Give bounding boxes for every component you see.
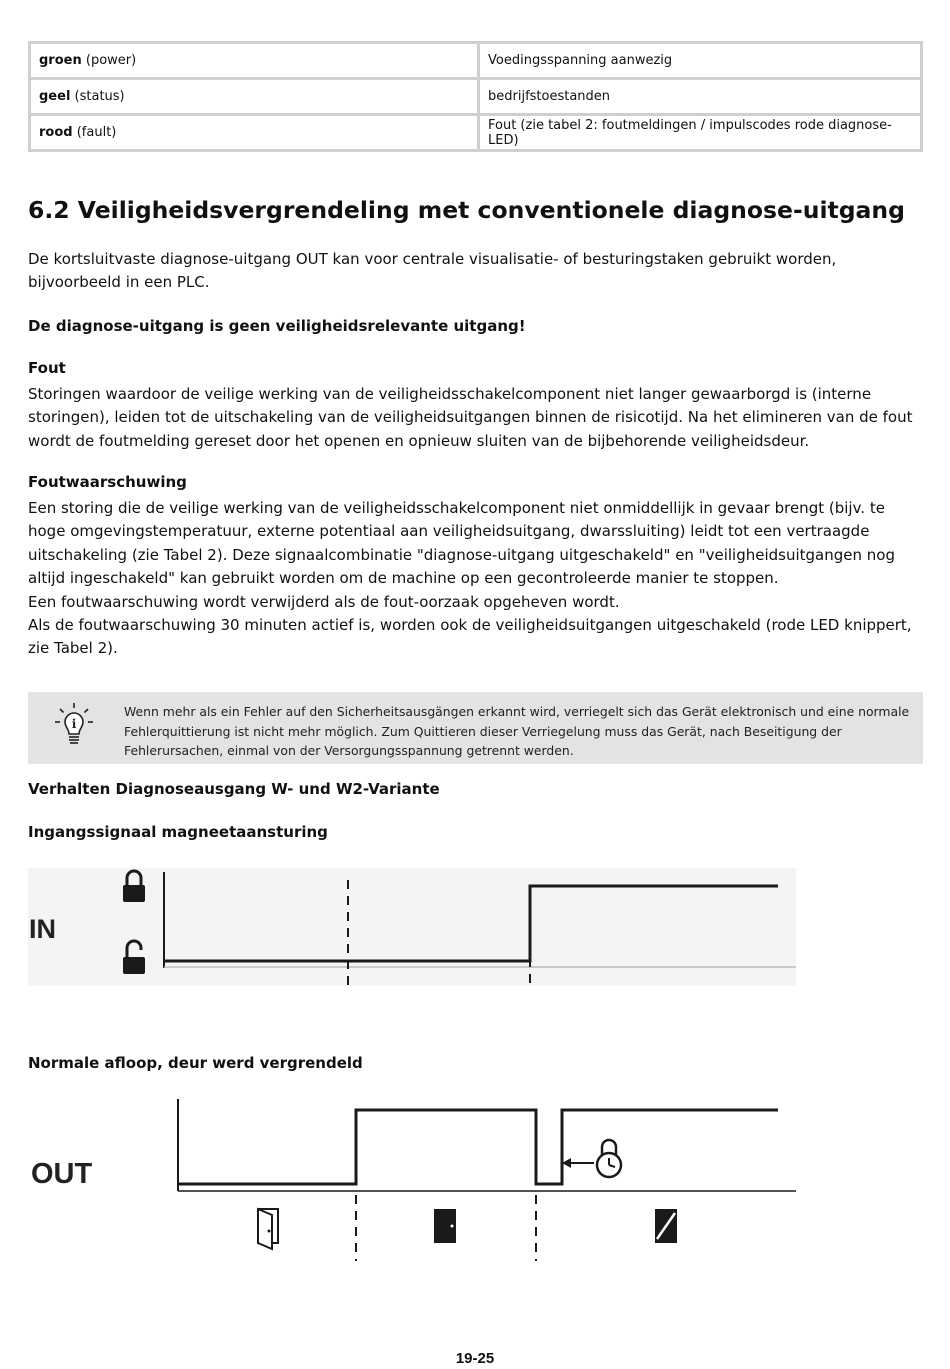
table-row — [30, 79, 922, 115]
table-row — [30, 115, 922, 151]
in-label: IN — [29, 914, 56, 944]
in-signal-diagram — [28, 862, 808, 992]
foutwaarschuwing-removal: Een foutwaarschuwing wordt verwijderd als de fout-oorzaak opgeheven wordt. — [28, 593, 620, 611]
foutwaarschuwing-timeout: Als de foutwaarschuwing 30 minuten actief is, worden ook de veiligheidsuitgangen uitgeschakeld (rode LED knippert, zie Tabel 2). — [28, 616, 912, 658]
table-cell-led — [30, 115, 479, 151]
lightbulb-info-icon — [54, 702, 94, 752]
padlock-timer-icon — [597, 1140, 621, 1177]
ingang-heading: Ingangssignaal magneetaansturing — [28, 823, 328, 841]
table-cell-meaning: Fout (zie tabel 2: foutmeldingen / impulscodes rode diagnose-LED) — [479, 115, 922, 151]
warning-text: De diagnose-uitgang is geen veiligheidsrelevante uitgang! — [28, 317, 526, 335]
led-color: geel — [39, 89, 71, 104]
led-color: rood — [39, 125, 73, 140]
warning-paragraph — [28, 315, 923, 338]
out-signal-line — [178, 1110, 778, 1184]
led-type: (power) — [81, 53, 137, 68]
table-row — [30, 43, 922, 79]
led-color: groen — [39, 53, 82, 68]
section-title: 6.2 Veiligheidsvergrendeling met conventionele diagnose-uitgang — [28, 196, 905, 224]
verhalten-heading: Verhalten Diagnoseausgang W- und W2-Variante — [28, 780, 440, 798]
svg-text:i: i — [71, 717, 77, 731]
foutwaarschuwing-paragraph: Een storing die de veilige werking van de veiligheidsschakelcomponent niet onmiddellijk in gevaar brengt (bijv. te hoge omgevingstemperatuur, externe potentiaal aan veiligheidsuitgang, dwarssluiting) leidt tot een vertraagde uitschakeling (zie Tabel 2). Deze signaalcombinatie "diagnose-uitgang uitgeschakeld" en "veiligheidsuitgangen nog altijd ingeschakeld" kan gebruikt worden om de machine op een gecontroleerde manier te stoppen. — [28, 499, 895, 587]
intro-paragraph: De kortsluitvaste diagnose-uitgang OUT kan voor centrale visualisatie- of besturingstaken gebruikt worden, bijvoorbeeld in een PLC. — [28, 250, 837, 292]
door-locked-icon — [655, 1209, 677, 1243]
table-cell-meaning: bedrijfstoestanden — [479, 79, 922, 115]
note-text: Wenn mehr als ein Fehler auf den Sicherheitsausgängen erkannt wird, verriegelt sich das Gerät elektronisch und eine normale Fehlerquittierung ist nicht mehr möglich. Zum Quittieren dieser Verriegelung muss das Gerät, nach Beseitigung der Fehlerursachen, einmal von der Versorgungsspannung getrennt werden. — [124, 704, 910, 758]
info-note — [28, 692, 923, 764]
page-number: 19-25 — [455, 1350, 495, 1367]
foutwaarschuwing-heading: Foutwaarschuwing — [28, 473, 187, 491]
led-type: (status) — [70, 89, 125, 104]
led-type: (fault) — [72, 125, 117, 140]
fout-heading: Fout — [28, 359, 66, 377]
fout-paragraph: Storingen waardoor de veilige werking van de veiligheidsschakelcomponent niet langer gewaarborgd is (interne storingen), leiden tot de uitschakeling van de veiligheidsuitgangen binnen de risicotijd. Na het elimineren van de fout wordt de foutmelding gereset door het openen en opnieuw sluiten van de bijbehorende veiligheidsdeur. — [28, 385, 913, 450]
out-label: OUT — [31, 1158, 93, 1190]
led-status-table — [28, 41, 923, 152]
door-closed-icon — [434, 1209, 456, 1243]
table-cell-led — [30, 43, 479, 79]
normale-heading: Normale afloop, deur werd vergrendeld — [28, 1054, 363, 1072]
table-cell-meaning: Voedingsspanning aanwezig — [479, 43, 922, 79]
door-open-icon — [258, 1209, 278, 1249]
out-signal-diagram — [28, 1095, 808, 1265]
table-cell-led — [30, 79, 479, 115]
